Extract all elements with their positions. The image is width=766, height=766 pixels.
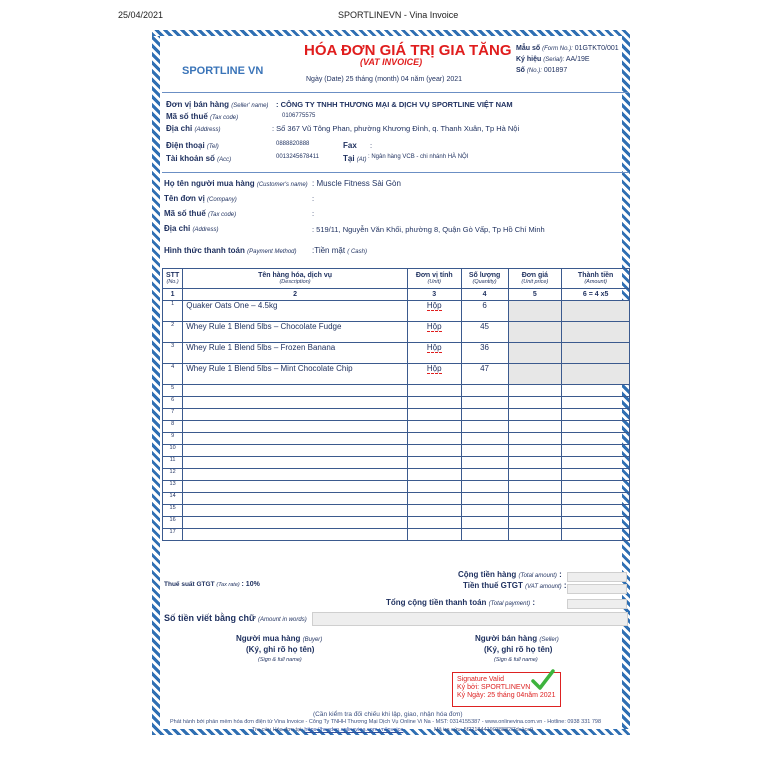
row-unit-price (508, 481, 562, 493)
index-cell: 1 (163, 289, 183, 301)
row-number: 9 (163, 433, 183, 445)
seller-account: 0013245678411 (276, 154, 319, 160)
buyer-address: : 519/11, Nguyễn Văn Khối, phường 8, Quận Gò Vấp, Tp Hồ Chí Minh (312, 225, 545, 234)
row-amount (562, 433, 630, 445)
seller-tax: 0106775575 (282, 113, 316, 119)
row-description (183, 469, 408, 481)
row-amount (562, 445, 630, 457)
unit-text: Hộp (426, 301, 442, 310)
grand-total-label: Tổng cộng tiền thanh toán (Total payment) : (386, 598, 536, 607)
row-description (183, 493, 408, 505)
row-unit (407, 517, 461, 529)
row-quantity (461, 481, 508, 493)
row-amount (562, 364, 630, 385)
row-unit (407, 433, 461, 445)
subtotal-value (567, 572, 627, 582)
payment-method-label: Hình thức thanh toán (Payment Method) (164, 246, 297, 255)
row-number: 1 (163, 301, 183, 322)
seller-signature-instruction: (Ký, ghi rõ họ tên) (484, 645, 553, 654)
col-unit: Đơn vị tính (Unit) (407, 269, 461, 289)
row-number: 4 (163, 364, 183, 385)
footer-lookup-code: Mã tra cứu: 5f22184419038882f7dc1cc0 (434, 727, 534, 733)
row-unit-price (508, 469, 562, 481)
seller-bank: : Ngân hàng VCB - chi nhánh HÀ NỘI (368, 154, 469, 160)
row-unit-price (508, 397, 562, 409)
row-amount (562, 409, 630, 421)
seller-name: : CÔNG TY TNHH THƯƠNG MẠI & DỊCH VỤ SPORTLINE VIỆT NAM (276, 100, 513, 109)
row-unit (407, 301, 461, 322)
serial-number: Ký hiệu (Serial): AA/19E (516, 56, 590, 63)
row-unit-price (508, 364, 562, 385)
row-quantity (461, 445, 508, 457)
amount-words-value (312, 612, 628, 626)
seller-bank-label: Tại (At) (343, 154, 367, 163)
row-unit (407, 364, 461, 385)
index-row (163, 289, 630, 301)
row-unit-price (508, 322, 562, 343)
row-unit-price (508, 445, 562, 457)
row-description (183, 517, 408, 529)
row-quantity: 47 (461, 364, 508, 385)
row-quantity (461, 433, 508, 445)
row-amount (562, 397, 630, 409)
row-quantity (461, 505, 508, 517)
row-unit (407, 397, 461, 409)
invoice-number: Số (No.): 001897 (516, 67, 568, 74)
row-amount (562, 481, 630, 493)
row-unit-price (508, 457, 562, 469)
row-number: 15 (163, 505, 183, 517)
seller-address: : Số 367 Vũ Tông Phan, phường Khương Đình, q. Thanh Xuân, Tp Hà Nội (272, 124, 520, 133)
seller-fax-label: Fax (343, 141, 357, 150)
table-header-row (163, 269, 630, 289)
signature-signer: Ký bởi: SPORTLINEVN (457, 684, 531, 691)
row-unit-price (508, 517, 562, 529)
vat-amount-label: Tiền thuế GTGT (VAT amount) : (463, 581, 567, 590)
row-unit-price (508, 493, 562, 505)
buyer-tax: : (312, 209, 315, 218)
row-unit (407, 322, 461, 343)
vat-amount-value (567, 584, 627, 594)
row-description (183, 505, 408, 517)
row-unit-price (508, 505, 562, 517)
table-row (163, 517, 630, 529)
seller-name-label: Đơn vị bán hàng (Seller' name) (166, 100, 269, 109)
table-row (163, 409, 630, 421)
row-description (183, 433, 408, 445)
table-row (163, 433, 630, 445)
row-quantity (461, 529, 508, 541)
invoice-subtitle: (VAT INVOICE) (360, 57, 423, 67)
seller-signature-instruction-en: (Sign & full name) (494, 657, 538, 663)
signature-valid-text: Signature Valid (457, 676, 504, 683)
row-number: 7 (163, 409, 183, 421)
index-cell: 2 (183, 289, 408, 301)
table-row (163, 505, 630, 517)
row-amount (562, 469, 630, 481)
table-row (163, 322, 630, 343)
checkmark-icon (531, 668, 555, 692)
row-unit-price (508, 343, 562, 364)
row-quantity (461, 385, 508, 397)
row-unit-price (508, 385, 562, 397)
table-row (163, 343, 630, 364)
row-description: Whey Rule 1 Blend 5lbs – Chocolate Fudge (183, 322, 408, 343)
seller-fax: : (370, 141, 373, 150)
subtotal-label: Cộng tiền hàng (Total amount) : (458, 570, 562, 579)
signature-date: Ký Ngày: 25 tháng 04năm 2021 (457, 692, 556, 699)
row-quantity (461, 493, 508, 505)
table-row (163, 397, 630, 409)
row-amount (562, 529, 630, 541)
row-quantity (461, 397, 508, 409)
payment-method: :Tiền mặt ( Cash) (312, 246, 367, 255)
row-description (183, 445, 408, 457)
table-row (163, 385, 630, 397)
row-amount (562, 385, 630, 397)
footer-lookup: Tra cứu Hóa đơn tại: https://hoadon.onlinevina.com.vn/invoice (252, 727, 404, 733)
buyer-signature-instruction-en: (Sign & full name) (258, 657, 302, 663)
row-description (183, 409, 408, 421)
row-number: 17 (163, 529, 183, 541)
index-cell: 3 (407, 289, 461, 301)
row-quantity: 45 (461, 322, 508, 343)
row-quantity (461, 457, 508, 469)
table-row (163, 493, 630, 505)
seller-phone-label: Điện thoại (Tel) (166, 141, 219, 150)
row-description (183, 421, 408, 433)
footer-note: (Cần kiểm tra đối chiếu khi lập, giao, nhận hóa đơn) (313, 711, 463, 718)
row-amount (562, 322, 630, 343)
buyer-tax-label: Mã số thuế (Tax code) (164, 209, 237, 218)
row-number: 10 (163, 445, 183, 457)
row-unit (407, 481, 461, 493)
row-description: Quaker Oats One – 4.5kg (183, 301, 408, 322)
amount-words-label: Số tiền viết bằng chữ (Amount in words) (164, 613, 307, 623)
buyer-company: : (312, 194, 315, 203)
row-description: Whey Rule 1 Blend 5lbs – Mint Chocolate Chip (183, 364, 408, 385)
footer-issuer: Phát hành bởi phần mềm hóa đơn điện tử Vina Invoice - Công Ty TNHH Thương Mại Dịch Vụ Online Vi Na - MST: 0314155387 - www.onlinevina.com.vn - Hotline: 0938 331 798 (170, 719, 602, 725)
table-row (163, 529, 630, 541)
col-description: Tên hàng hóa, dịch vụ (Description) (183, 269, 408, 289)
table-row (163, 469, 630, 481)
col-quantity: Số lượng (Quantity) (461, 269, 508, 289)
border-top (152, 30, 630, 36)
table-row (163, 481, 630, 493)
row-quantity (461, 469, 508, 481)
table-row (163, 457, 630, 469)
buyer-signature-instruction: (Ký, ghi rõ họ tên) (246, 645, 315, 654)
row-amount (562, 301, 630, 322)
seller-address-label: Địa chỉ (Address) (166, 124, 221, 133)
row-quantity (461, 409, 508, 421)
buyer-company-label: Tên đơn vị (Company) (164, 194, 237, 203)
buyer-name: : Muscle Fitness Sài Gòn (312, 179, 401, 188)
row-description (183, 385, 408, 397)
seller-phone: 0888820888 (276, 141, 310, 147)
row-number: 8 (163, 421, 183, 433)
col-no: STT (No.) (163, 269, 183, 289)
seller-tax-label: Mã số thuế (Tax code) (166, 112, 239, 121)
row-quantity: 6 (461, 301, 508, 322)
border-left (152, 30, 160, 735)
print-title: SPORTLINEVN - Vina Invoice (338, 10, 459, 20)
divider (162, 172, 628, 173)
row-quantity (461, 421, 508, 433)
row-number: 12 (163, 469, 183, 481)
vat-rate-label: Thuế suất GTGT (Tax rate) : 10% (164, 581, 260, 588)
row-description (183, 529, 408, 541)
index-cell: 4 (461, 289, 508, 301)
row-description (183, 397, 408, 409)
row-unit (407, 343, 461, 364)
row-unit-price (508, 421, 562, 433)
row-number: 6 (163, 397, 183, 409)
row-unit (407, 505, 461, 517)
row-number: 16 (163, 517, 183, 529)
row-number: 11 (163, 457, 183, 469)
row-amount (562, 343, 630, 364)
row-description (183, 457, 408, 469)
items-table (162, 268, 630, 541)
row-description: Whey Rule 1 Blend 5lbs – Frozen Banana (183, 343, 408, 364)
table-row (163, 421, 630, 433)
row-unit-price (508, 409, 562, 421)
row-amount (562, 517, 630, 529)
seller-signature-title: Người bán hàng (Seller) (475, 634, 559, 643)
row-amount (562, 505, 630, 517)
buyer-address-label: Địa chỉ (Address) (164, 224, 219, 233)
form-number: Mẫu số (Form No.): 01GTKT0/001 (516, 45, 619, 52)
row-unit (407, 529, 461, 541)
index-cell: 5 (508, 289, 562, 301)
row-unit (407, 421, 461, 433)
invoice-title: HÓA ĐƠN GIÁ TRỊ GIA TĂNG (304, 42, 512, 59)
brand-name: SPORTLINE VN (182, 65, 264, 77)
row-unit (407, 493, 461, 505)
table-row (163, 445, 630, 457)
row-number: 2 (163, 322, 183, 343)
invoice-date: Ngày (Date) 25 tháng (month) 04 năm (year) 2021 (306, 76, 463, 83)
index-cell: 6 = 4 x5 (562, 289, 630, 301)
seller-account-label: Tài khoản số (Acc) (166, 154, 232, 163)
buyer-name-label: Họ tên người mua hàng (Customer's name) (164, 179, 308, 188)
row-unit-price (508, 433, 562, 445)
row-amount (562, 457, 630, 469)
row-description (183, 481, 408, 493)
row-number: 14 (163, 493, 183, 505)
row-quantity (461, 517, 508, 529)
grand-total-value (567, 599, 627, 609)
unit-text: Hộp (426, 322, 442, 331)
row-unit (407, 409, 461, 421)
col-amount: Thành tiền (Amount) (562, 269, 630, 289)
row-amount (562, 421, 630, 433)
lookup-link[interactable]: https://hoadon.onlinevina.com.vn/invoice (304, 727, 404, 733)
row-quantity: 36 (461, 343, 508, 364)
unit-text: Hộp (426, 364, 442, 373)
row-unit-price (508, 301, 562, 322)
row-unit (407, 457, 461, 469)
row-amount (562, 493, 630, 505)
divider (162, 92, 628, 93)
row-unit (407, 469, 461, 481)
buyer-signature-title: Người mua hàng (Buyer) (236, 634, 323, 643)
row-unit-price (508, 529, 562, 541)
row-unit (407, 385, 461, 397)
table-row (163, 301, 630, 322)
unit-text: Hộp (426, 343, 442, 352)
table-row (163, 364, 630, 385)
col-unit-price: Đơn giá (Unit price) (508, 269, 562, 289)
row-number: 3 (163, 343, 183, 364)
row-number: 5 (163, 385, 183, 397)
print-date: 25/04/2021 (118, 10, 164, 20)
row-unit (407, 445, 461, 457)
row-number: 13 (163, 481, 183, 493)
